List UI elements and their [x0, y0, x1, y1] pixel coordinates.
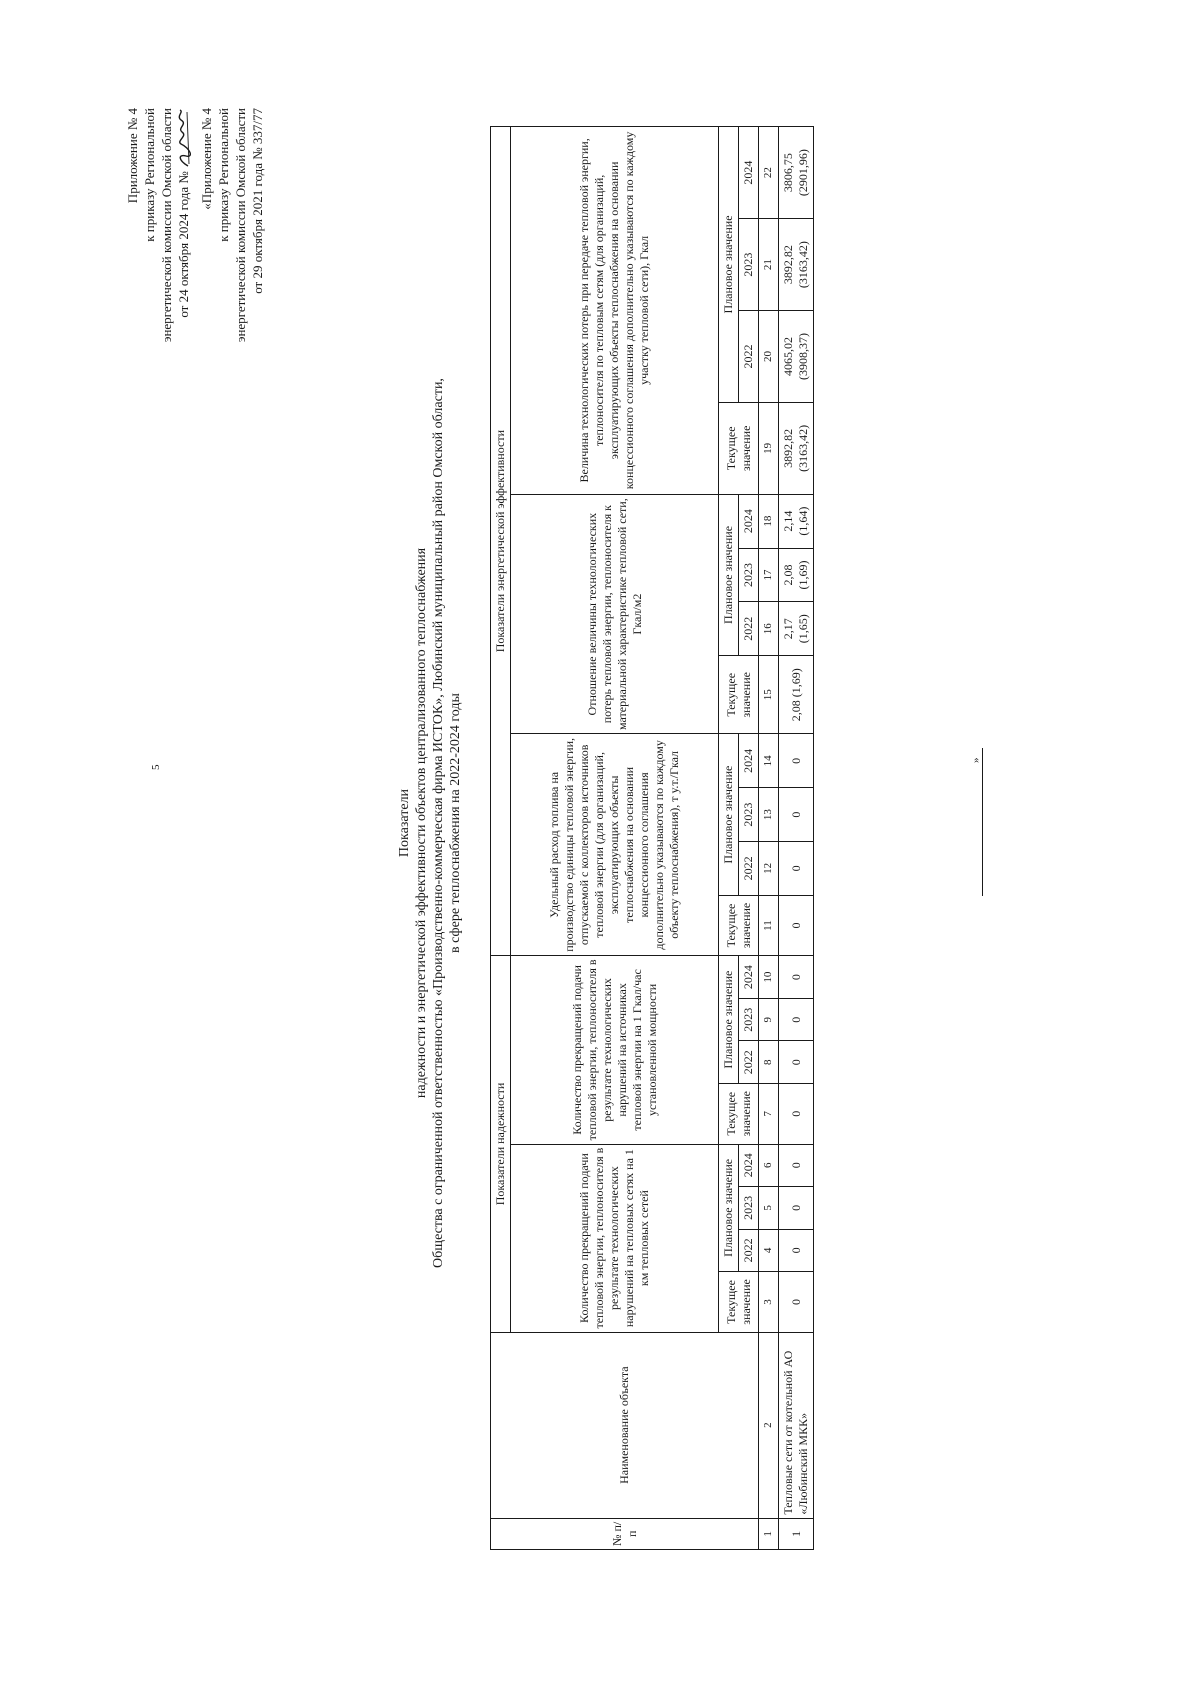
table-row — [779, 127, 814, 1550]
header-year: 2022 — [739, 1229, 759, 1272]
closing-quote-mark: » — [970, 757, 982, 763]
header-year: 2023 — [739, 219, 759, 311]
row-value: 0 — [779, 788, 814, 842]
header-planned-value: Плановое значение — [719, 1144, 739, 1272]
appendix-previous-line2: к приказу Региональной — [216, 108, 231, 242]
row-value: 0 — [779, 1229, 814, 1272]
column-number: 12 — [759, 842, 779, 896]
header-year: 2023 — [739, 788, 759, 842]
header-year: 2022 — [739, 602, 759, 656]
row-value: 0 — [779, 998, 814, 1041]
header-metric-source-interruptions: Количество прекращений подачи тепловой энергии, теплоносителя в результате технологических нарушений на источниках тепловой энергии на 1 Гкал/час установленной мощности — [511, 956, 719, 1144]
column-number: 7 — [759, 1084, 779, 1144]
column-number: 9 — [759, 998, 779, 1041]
header-year: 2024 — [739, 1144, 759, 1187]
row-value: 0 — [779, 1272, 814, 1332]
header-year: 2024 — [739, 734, 759, 788]
header-planned-value: Плановое значение — [719, 494, 739, 655]
row-value: 0 — [779, 842, 814, 896]
column-number: 19 — [759, 402, 779, 494]
appendix-previous-line1: «Приложение № 4 — [199, 108, 214, 210]
header-year: 2024 — [739, 956, 759, 999]
header-metric-technological-losses: Величина технологических потерь при передаче тепловой энергии, теплоносителя по тепловым сетям (для организаций, эксплуатирующих объекты теплоснабжения на основании концессионного соглашения дополнительно указываются по каждому участку тепловой сети), Гкал — [511, 127, 719, 495]
row-value: 4065,02 (3908,37) — [779, 311, 814, 403]
header-year: 2024 — [739, 127, 759, 219]
column-number: 20 — [759, 311, 779, 403]
title-line3: Общества с ограниченной ответственностью «Производственно-коммерческая фирма ИСТОК», Любинский муниципальный район Омской области, — [431, 378, 446, 1268]
closing-divider — [982, 748, 983, 896]
column-number: 11 — [759, 895, 779, 955]
column-number: 16 — [759, 602, 779, 656]
header-metric-network-interruptions: Количество прекращений подачи тепловой энергии, теплоносителя в результате технологических нарушений на тепловых сетях на 1 км тепловых сетей — [511, 1144, 719, 1332]
column-number-row — [759, 127, 779, 1550]
appendix-current — [124, 108, 192, 342]
header-current-value: Текущее значение — [719, 1272, 759, 1332]
header-year: 2023 — [739, 548, 759, 602]
header-no: № п/п — [491, 1518, 759, 1549]
header-year: 2022 — [739, 1041, 759, 1084]
column-number: 18 — [759, 494, 779, 548]
header-current-value: Текущее значение — [719, 656, 759, 734]
row-value: 0 — [779, 1084, 814, 1144]
indicators-table-wrap — [490, 126, 814, 1550]
column-number: 21 — [759, 219, 779, 311]
header-year: 2022 — [739, 311, 759, 403]
appendix-header — [124, 108, 266, 342]
row-value: 2,08 (1,69) — [779, 656, 814, 734]
row-value: 3892,82 (3163,42) — [779, 219, 814, 311]
column-number: 8 — [759, 1041, 779, 1084]
header-year: 2024 — [739, 494, 759, 548]
header-year: 2023 — [739, 1187, 759, 1230]
column-number: 15 — [759, 656, 779, 734]
header-planned-value: Плановое значение — [719, 956, 739, 1084]
header-planned-value: Плановое значение — [719, 127, 739, 403]
column-number: 17 — [759, 548, 779, 602]
appendix-current-date: от 24 октября 2024 года № — [176, 171, 191, 318]
row-value: 3892,82 (3163,42) — [779, 402, 814, 494]
row-value: 0 — [779, 734, 814, 788]
column-number: 6 — [759, 1144, 779, 1187]
row-value: 0 — [779, 1187, 814, 1230]
column-number: 10 — [759, 956, 779, 999]
column-number: 22 — [759, 127, 779, 219]
column-number: 4 — [759, 1229, 779, 1272]
row-value: 0 — [779, 1041, 814, 1084]
header-metric-fuel-consumption: Удельный расход топлива на производство единицы тепловой энергии, отпускаемой с коллекторов источников тепловой энергии (для организаций, эксплуатирующих объекты теплоснабжения на основании концессионного соглашения дополнительно указываются по каждому объекту теплоснабжения), т у.т./Гкал — [511, 734, 719, 956]
header-planned-value: Плановое значение — [719, 734, 739, 895]
title-line1: Показатели — [397, 788, 412, 858]
handwritten-number-signature — [176, 108, 191, 168]
appendix-current-line4 — [175, 108, 192, 342]
appendix-previous-line3: энергетической комиссии Омской области — [233, 108, 248, 343]
appendix-current-line3: энергетической комиссии Омской области — [159, 108, 174, 343]
row-value: 0 — [779, 956, 814, 999]
title-line2: надежности и энергетической эффективности объектов централизованного теплоснабжения — [414, 547, 429, 1099]
appendix-previous-line4: от 29 октября 2021 года № 337/77 — [250, 108, 265, 294]
document-title — [396, 218, 464, 1428]
row-value: 0 — [779, 895, 814, 955]
column-number: 3 — [759, 1272, 779, 1332]
row-value: 2,17 (1,65) — [779, 602, 814, 656]
row-number: 1 — [779, 1518, 814, 1549]
appendix-current-line1: Приложение № 4 — [125, 108, 140, 204]
header-year: 2023 — [739, 998, 759, 1041]
header-metric-loss-ratio: Отношение величины технологических потерь тепловой энергии, теплоносителя к материальной характеристике тепловой сети, Гкал/м2 — [511, 494, 719, 734]
header-current-value: Текущее значение — [719, 1084, 759, 1144]
row-value: 0 — [779, 1144, 814, 1187]
column-number: 2 — [759, 1332, 779, 1518]
header-object-name: Наименование объекта — [491, 1332, 759, 1518]
column-number: 14 — [759, 734, 779, 788]
row-value: 2,14 (1,64) — [779, 494, 814, 548]
column-number: 1 — [759, 1518, 779, 1549]
title-line4: в сфере теплоснабжения на 2022-2024 годы — [448, 693, 463, 953]
indicators-table — [490, 126, 814, 1550]
header-current-value: Текущее значение — [719, 895, 759, 955]
row-object-name: Тепловые сети от котельной АО «Любинский МКК» — [779, 1332, 814, 1518]
document-sheet — [72, 68, 1152, 1608]
column-number: 13 — [759, 788, 779, 842]
header-current-value: Текущее значение — [719, 402, 759, 494]
appendix-previous — [198, 108, 266, 342]
header-year: 2022 — [739, 842, 759, 896]
row-value: 3806,75 (2901,96) — [779, 127, 814, 219]
column-number: 5 — [759, 1187, 779, 1230]
row-value: 2,08 (1,69) — [779, 548, 814, 602]
appendix-current-line2: к приказу Региональной — [142, 108, 157, 242]
header-reliability-group: Показатели надежности — [491, 956, 511, 1332]
header-efficiency-group: Показатели энергетической эффективности — [491, 127, 511, 956]
page-number: 5 — [150, 764, 162, 770]
